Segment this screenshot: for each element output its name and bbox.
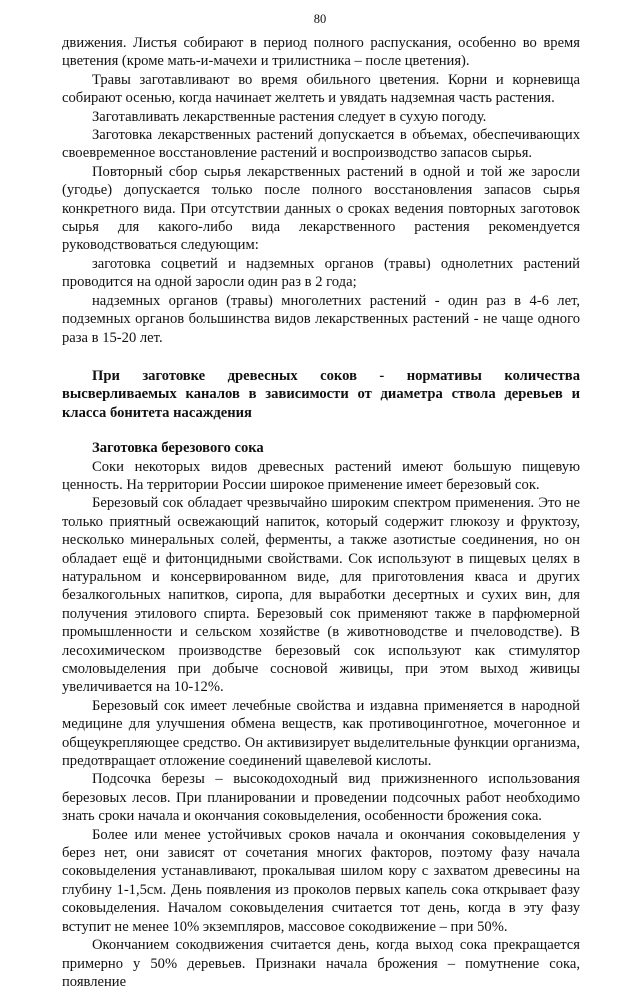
paragraph: Повторный сбор сырья лекарственных растений в одной и той же заросли (угодье) допускается только после полного восстановления запасов сырья конкретного вида. При отсутствии данных о сроках ведения повторных заготовок сырья для какого-либо вида лекарственного растения рекомендуется руководствоваться следующим: xyxy=(62,163,580,254)
paragraph: надземных органов (травы) многолетних растений - один раз в 4-6 лет, подземных органов большинства видов лекарственных растений - не чаще одного раза в 15-20 лет. xyxy=(62,292,580,346)
paragraph: заготовка соцветий и надземных органов (травы) однолетних растений проводится на одной заросли один раз в 2 года; xyxy=(62,255,580,291)
paragraph: Подсочка березы – высокодоходный вид прижизненного использования березовых лесов. При планировании и проведении подсочных работ необходимо знать сроки начала и окончания соковыделения, особенности брожения сока. xyxy=(62,771,580,825)
paragraph: Березовый сок имеет лечебные свойства и издавна применяется в народной медицине для улучшения обмена веществ, как противоцинготное, мочегонное и общеукрепляющее средство. Он активизирует выделительные функции организма, предотвращает отложение соединений щавелевой кислоты. xyxy=(62,697,580,770)
page-number: 80 xyxy=(313,12,327,26)
paragraph: Более или менее устойчивых сроков начала и окончания соковыделения у берез нет, они зависят от сочетания многих факторов, поэтому фазу начала соковыделения устанавливают, прокалывая шилом кору с захватом древесины на глубину 1-1,5см. День появления из проколов первых капель сока открывает фазу соковыделения. Началом соковыделения считается тот день, когда в эту фазу вступит не менее 10% экземпляров, массовое сокодвижение – при 50%. xyxy=(62,826,580,935)
subheading: Заготовка березового сока xyxy=(92,440,264,457)
paragraph: движения. Листья собирают в период полного распускания, особенно во время цветения (кроме мать-и-мачехи и трилистника – после цветения). xyxy=(62,35,580,70)
paragraph: Заготовка лекарственных растений допускается в объемах, обеспечивающих своевременное восстановление растений и воспроизводство запасов сырья. xyxy=(62,127,580,162)
paragraph: Соки некоторых видов древесных растений имеют большую пищевую ценность. На территории России широкое применение имеет березовый сок. xyxy=(62,458,580,493)
page-content xyxy=(62,34,580,991)
paragraph: Травы заготавливают во время обильного цветения. Корни и корневища собирают осенью, когда начинает желтеть и увядать надземная часть растения. xyxy=(62,71,580,107)
paragraph: Заготавливать лекарственные растения следует в сухую погоду. xyxy=(92,108,487,125)
section-heading: При заготовке древесных соков - нормативы количества высверливаемых каналов в зависимости от диаметра ствола деревьев и класса бонитета насаждения xyxy=(62,367,580,421)
paragraph: Березовый сок обладает чрезвычайно широким спектром применения. Это не только приятный освежающий напиток, который содержит глюкозу и фруктозу, несколько минеральных солей, ферменты, а также азотистые соединения, но он обладает ещё и фитонцидными свойствами. Сок используют в пищевых целях в натуральном и консервированном виде, для приготовления кваса и других безалкогольных напитков, сиропа, для выработки десертных и сухих вин, для получения этилового спирта. Березовый сок применяют также в парфюмерной промышленности и сельском хозяйстве (в животноводстве и пчеловодстве). В лесохимическом производстве березовый сок используют как стимулятор смоловыделения при добыче сосновой живицы, при этом выход живицы увеличивается на 10-12%. xyxy=(62,495,580,696)
paragraph: Окончанием сокодвижения считается день, когда выход сока прекращается примерно у 50% деревьев. Признаки начала брожения – помутнение сока, появление xyxy=(62,937,580,990)
